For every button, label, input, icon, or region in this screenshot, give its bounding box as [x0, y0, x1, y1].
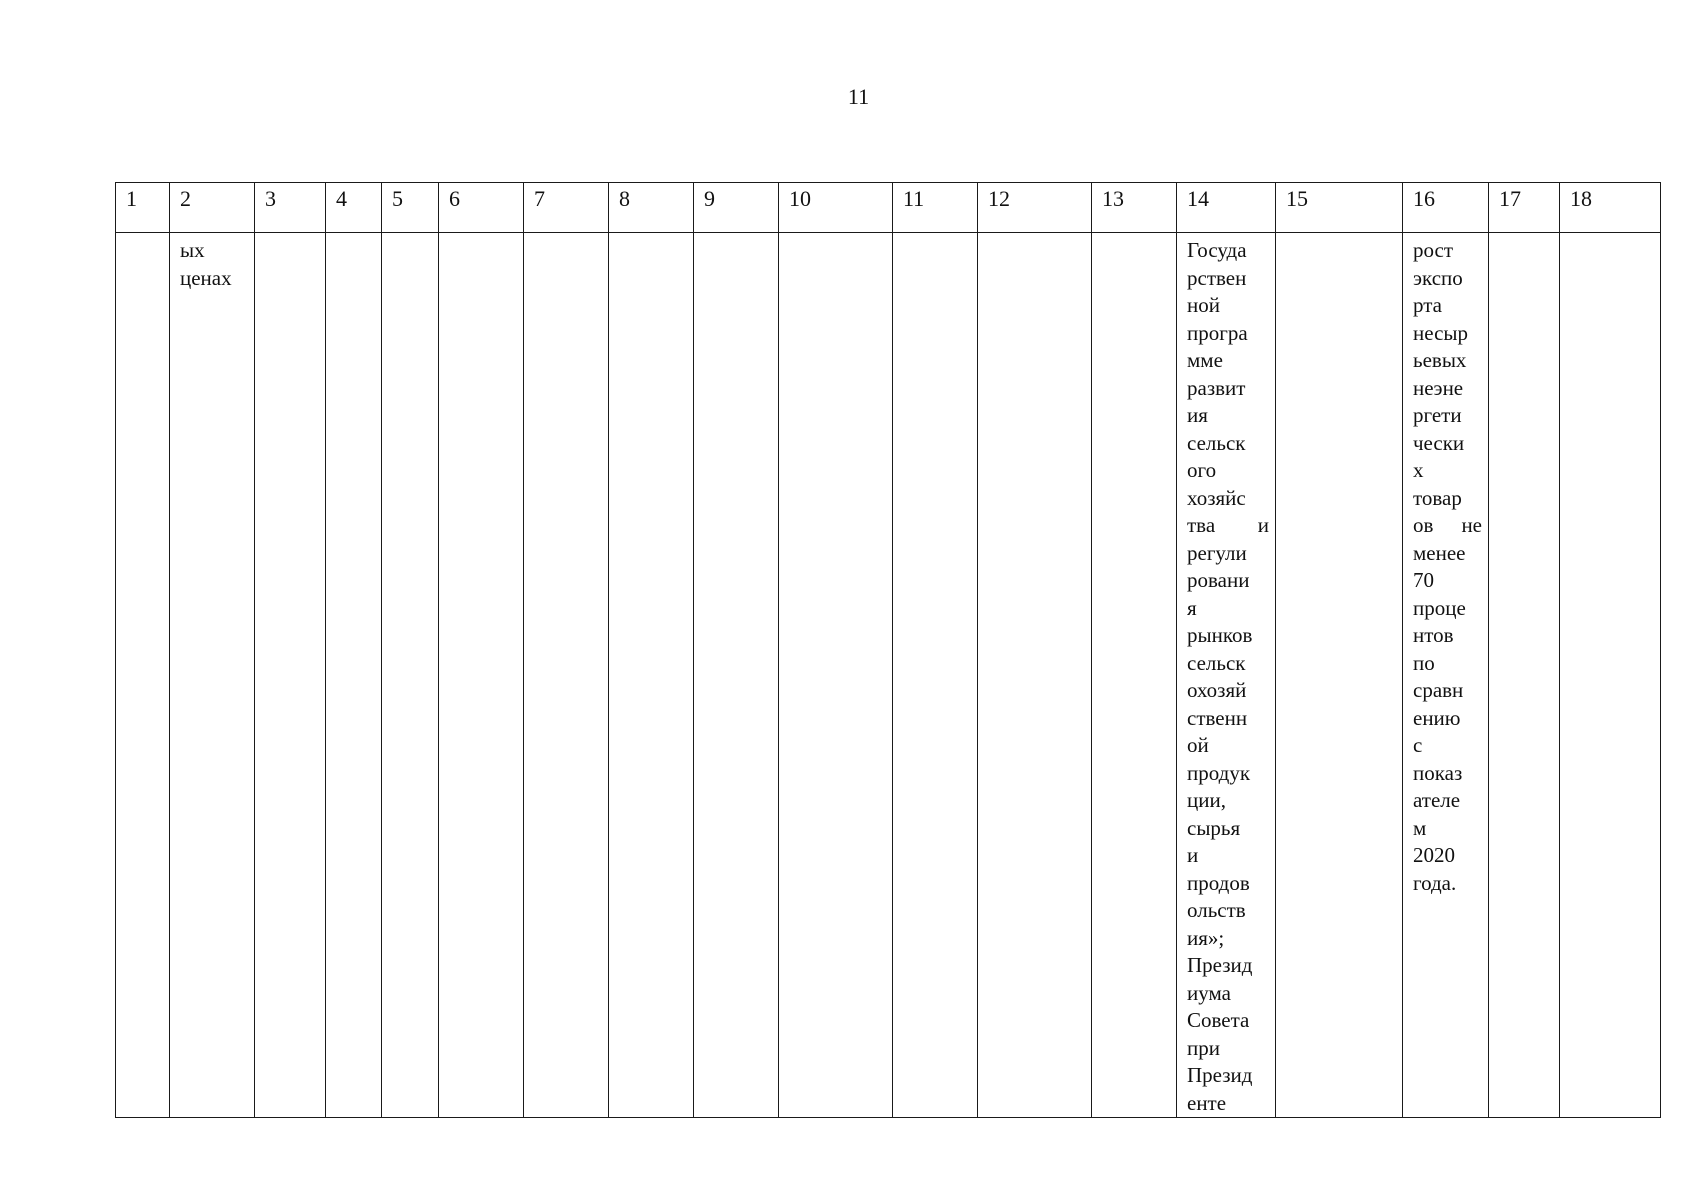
- cell-text-col14-justified-line: [1187, 512, 1269, 540]
- table-cell: [978, 233, 1092, 1118]
- table-cell: [893, 233, 978, 1118]
- table-cell: [694, 233, 779, 1118]
- column-header: 12: [978, 183, 1092, 233]
- column-header: 8: [609, 183, 694, 233]
- table-cell: [1489, 233, 1560, 1118]
- column-header: 17: [1489, 183, 1560, 233]
- table-header-row: [116, 183, 1661, 233]
- table-cell: [1276, 233, 1403, 1118]
- table-cell: [524, 233, 609, 1118]
- table-cell: [609, 233, 694, 1118]
- cell-text-col16-part2: менее 70 проце нтов по сравн ению с показ ателе м 2020 года.: [1413, 540, 1466, 895]
- column-header: 2: [170, 183, 255, 233]
- table-cell: [1177, 233, 1276, 1118]
- justified-word-left: ов: [1413, 513, 1434, 537]
- justified-word-left: тва: [1187, 513, 1216, 537]
- table-cell: [439, 233, 524, 1118]
- table-cell: [170, 233, 255, 1118]
- table-row: [116, 233, 1661, 1118]
- cell-text-col14-part2: регули ровани я рынков сельск охозяй ственн ой продук ции, сырья и продов ольств ия»; Презид иума Совета при Презид енте: [1187, 540, 1253, 1115]
- table-cell: [255, 233, 326, 1118]
- justified-word-right: не: [1461, 513, 1482, 537]
- column-header: 15: [1276, 183, 1403, 233]
- cell-text-col16-justified-line: [1413, 512, 1482, 540]
- page-number: 11: [847, 84, 870, 109]
- table-cell: [116, 233, 170, 1118]
- column-header: 6: [439, 183, 524, 233]
- column-header: 5: [382, 183, 439, 233]
- justified-word-right: и: [1257, 513, 1269, 537]
- table-cell: [382, 233, 439, 1118]
- column-header: 16: [1403, 183, 1489, 233]
- column-header: 14: [1177, 183, 1276, 233]
- column-header: 18: [1560, 183, 1661, 233]
- column-header: 11: [893, 183, 978, 233]
- column-header: 4: [326, 183, 382, 233]
- table-cell: [779, 233, 893, 1118]
- cell-text-col14-part1: Госуда рствен ной програ мме развит ия сельск ого хозяйс: [1187, 238, 1248, 510]
- column-header: 9: [694, 183, 779, 233]
- column-header: 13: [1092, 183, 1177, 233]
- data-table: [115, 182, 1661, 1118]
- column-header: 7: [524, 183, 609, 233]
- table-cell: [1092, 233, 1177, 1118]
- table-cell: [1403, 233, 1489, 1118]
- cell-text-col2: ых ценах: [180, 238, 232, 290]
- column-header: 10: [779, 183, 893, 233]
- cell-text-col16-part1: рост экспо рта несыр ьевых неэне ргети чески х товар: [1413, 238, 1469, 510]
- column-header: 1: [116, 183, 170, 233]
- table-cell: [326, 233, 382, 1118]
- column-header: 3: [255, 183, 326, 233]
- table-cell: [1560, 233, 1661, 1118]
